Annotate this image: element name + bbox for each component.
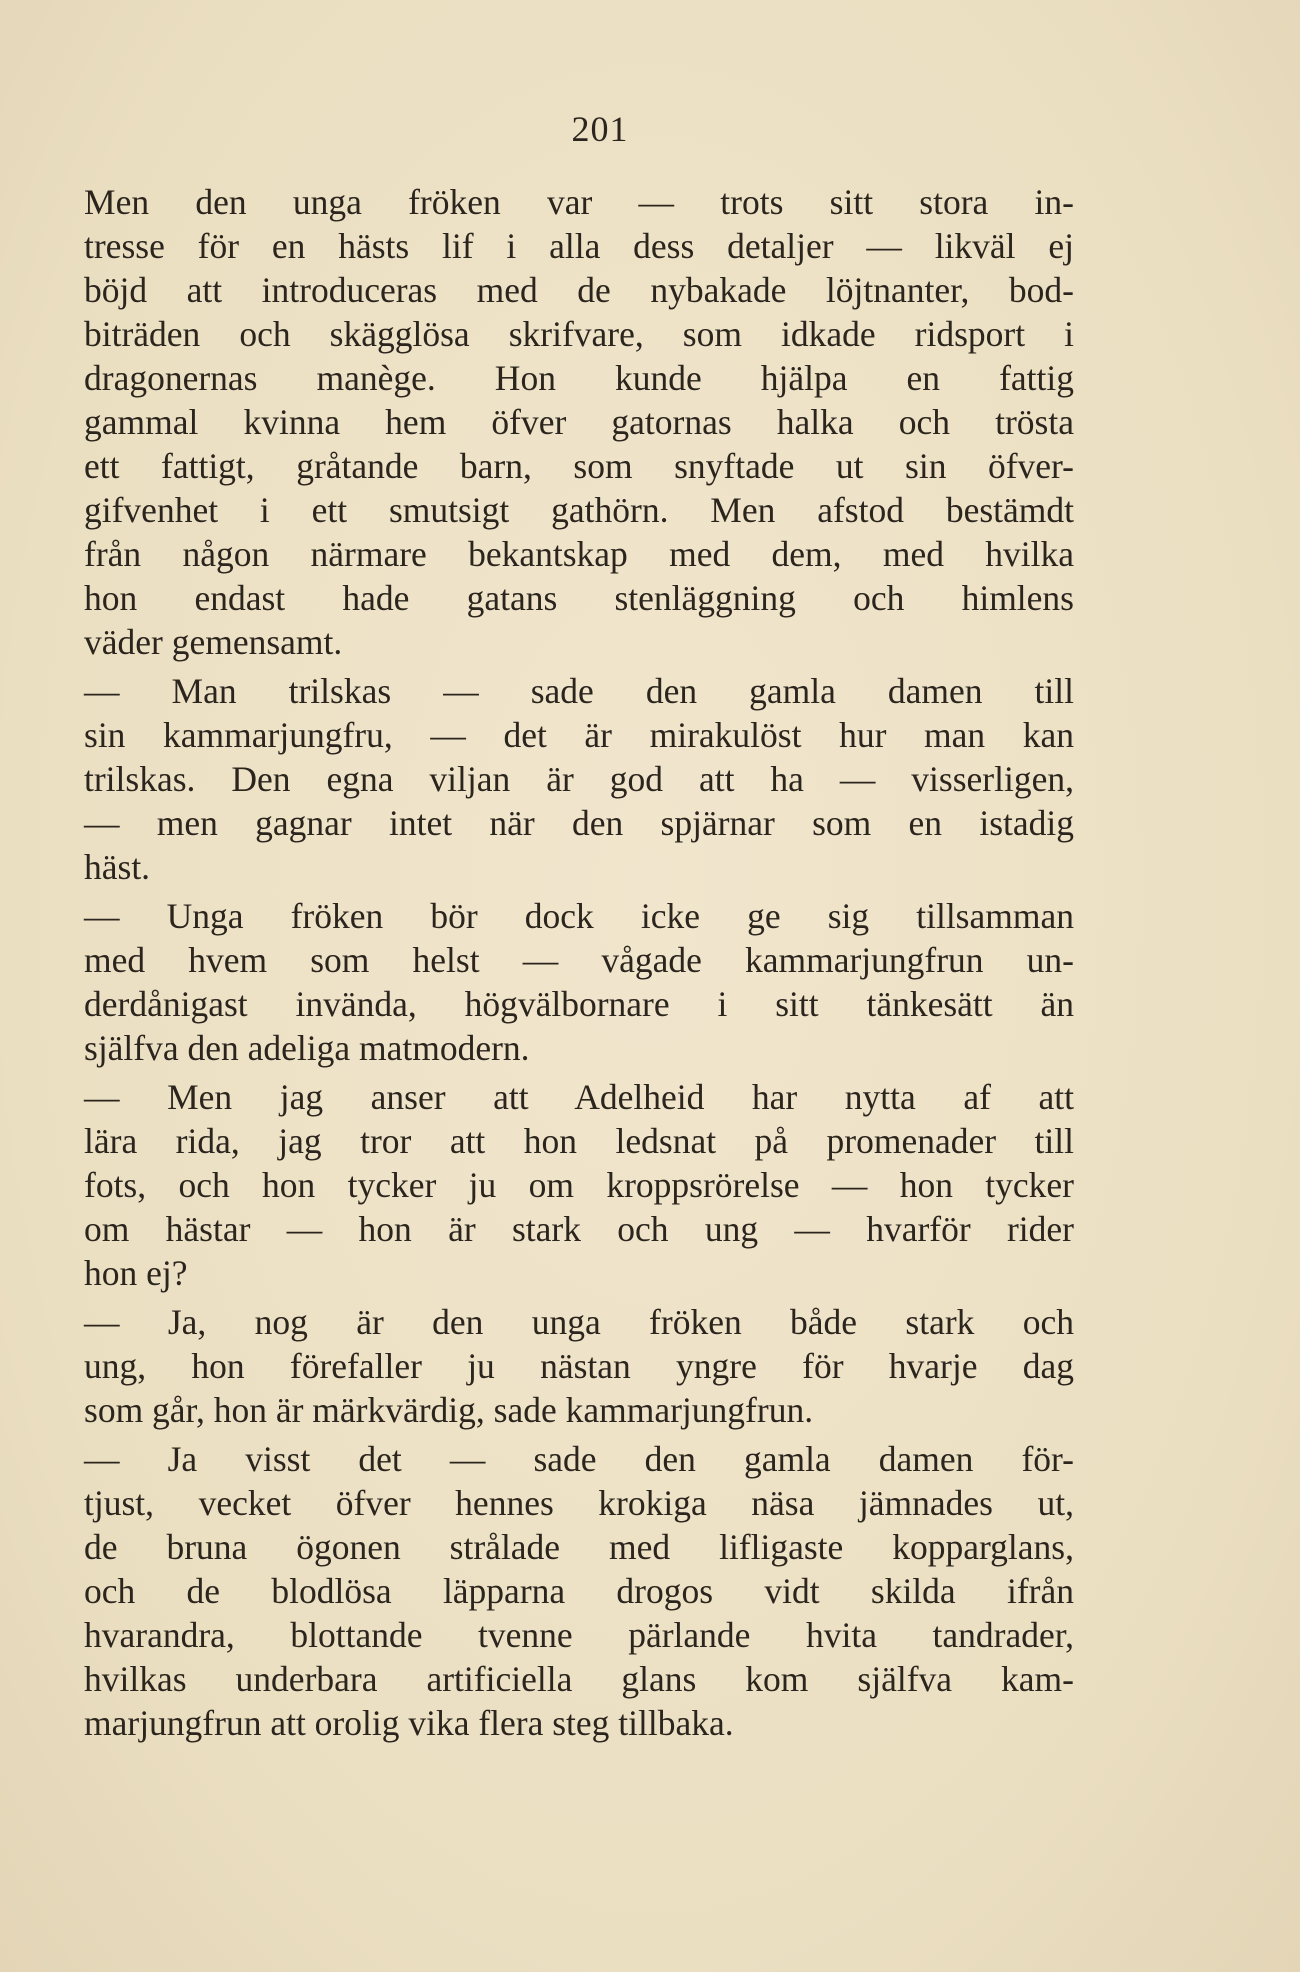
- text-line: — Unga fröken bör dock icke ge sig tillsamman: [84, 896, 1074, 936]
- text-line: tresse för en hästs lif i alla dess detaljer — likväl ej: [84, 226, 1074, 266]
- text-line: med hvem som helst — vågade kammarjungfrun un-: [84, 940, 1074, 980]
- page-number: 201: [571, 109, 629, 149]
- text-line: Men den unga fröken var — trots sitt stora in-: [84, 182, 1074, 222]
- paragraph: [84, 180, 1074, 664]
- text-line: ett fattigt, gråtande barn, som snyftade ut sin öfver-: [84, 446, 1074, 486]
- text-line: hon ej?: [84, 1253, 188, 1293]
- text-line: och de blodlösa läpparna drogos vidt skilda ifrån: [84, 1571, 1074, 1611]
- text-line: väder gemensamt.: [84, 622, 343, 662]
- text-line: lära rida, jag tror att hon ledsnat på promenader till: [84, 1121, 1074, 1161]
- text-line: hvarandra, blottande tvenne pärlande hvita tandrader,: [84, 1615, 1074, 1655]
- text-line: sin kammarjungfru, — det är mirakulöst hur man kan: [84, 715, 1074, 755]
- text-line: häst.: [84, 847, 151, 887]
- text-line: om hästar — hon är stark och ung — hvarför rider: [84, 1209, 1074, 1249]
- text-line: — men gagnar intet när den spjärnar som en istadig: [84, 803, 1074, 843]
- paragraph: [84, 1075, 1074, 1295]
- text-line: de bruna ögonen strålade med lifligaste kopparglans,: [84, 1527, 1074, 1567]
- text-line: gammal kvinna hem öfver gatornas halka och trösta: [84, 402, 1074, 442]
- text-line: derdånigast invända, högvälbornare i sitt tänkesätt än: [84, 984, 1074, 1024]
- text-line: gifvenhet i ett smutsigt gathörn. Men afstod bestämdt: [84, 490, 1074, 530]
- paragraph: [84, 1437, 1074, 1745]
- paragraph: [84, 669, 1074, 889]
- text-line: hon endast hade gatans stenläggning och himlens: [84, 578, 1074, 618]
- text-line: från någon närmare bekantskap med dem, med hvilka: [84, 534, 1074, 574]
- text-line: tjust, vecket öfver hennes krokiga näsa jämnades ut,: [84, 1483, 1074, 1523]
- paragraph: [84, 894, 1074, 1070]
- text-line: — Ja visst det — sade den gamla damen för-: [84, 1439, 1074, 1479]
- text-line: ung, hon förefaller ju nästan yngre för hvarje dag: [84, 1346, 1074, 1386]
- text-line: trilskas. Den egna viljan är god att ha — visserligen,: [84, 759, 1074, 799]
- text-line: marjungfrun att orolig vika flera steg tillbaka.: [84, 1703, 734, 1743]
- text-line: själfva den adeliga matmodern.: [84, 1028, 530, 1068]
- body-text: [84, 180, 1074, 1750]
- text-line: böjd att introduceras med de nybakade löjtnanter, bod-: [84, 270, 1074, 310]
- text-line: dragonernas manège. Hon kunde hjälpa en fattig: [84, 358, 1074, 398]
- paragraph: [84, 1300, 1074, 1432]
- text-line: — Men jag anser att Adelheid har nytta af att: [84, 1077, 1074, 1117]
- text-line: biträden och skägglösa skrifvare, som idkade ridsport i: [84, 314, 1074, 354]
- text-line: — Man trilskas — sade den gamla damen till: [84, 671, 1074, 711]
- text-line: som går, hon är märkvärdig, sade kammarjungfrun.: [84, 1390, 814, 1430]
- text-line: fots, och hon tycker ju om kroppsrörelse — hon tycker: [84, 1165, 1074, 1205]
- text-line: hvilkas underbara artificiella glans kom själfva kam-: [84, 1659, 1074, 1699]
- text-line: — Ja, nog är den unga fröken både stark och: [84, 1302, 1074, 1342]
